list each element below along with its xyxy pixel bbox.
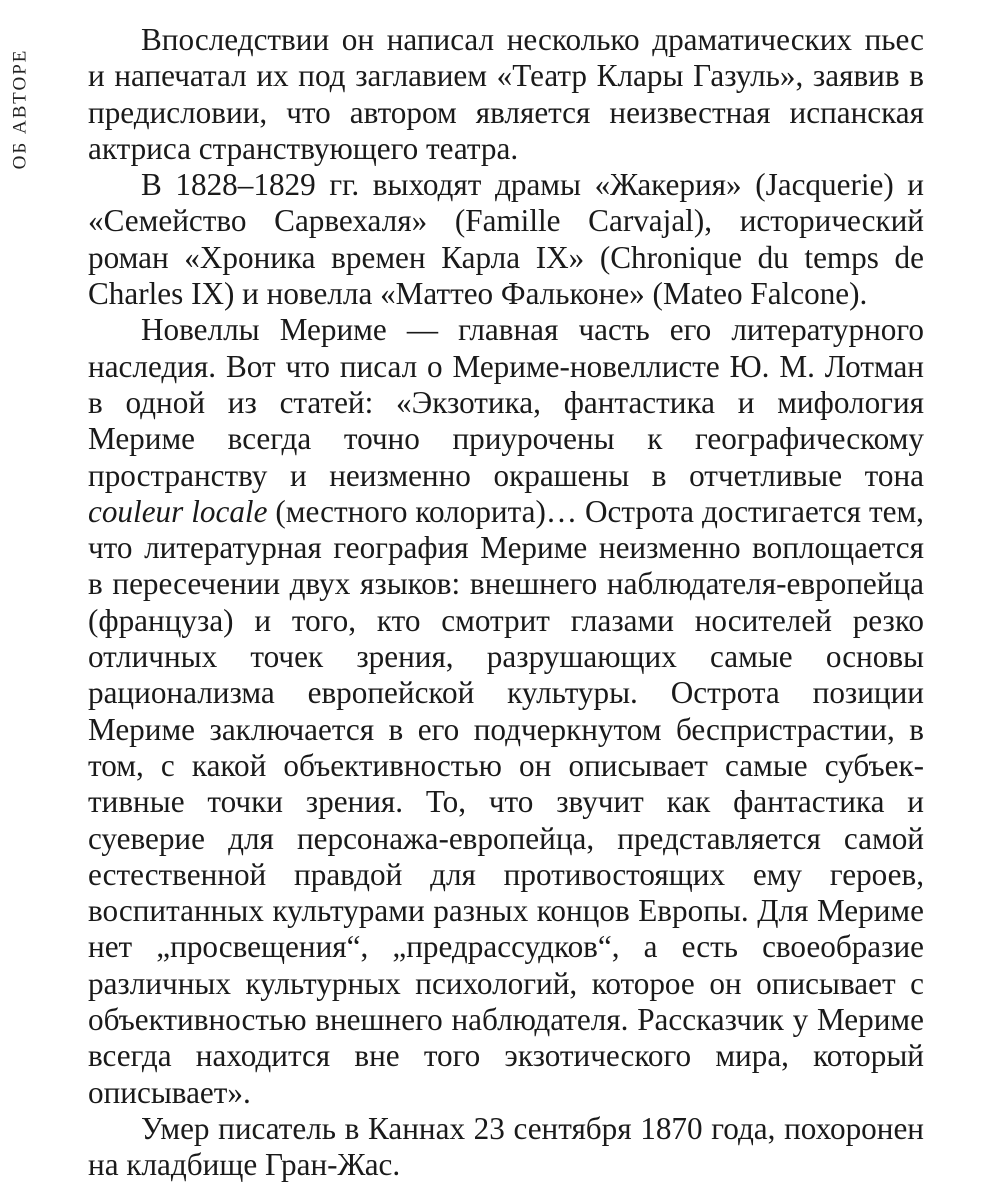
italic-term: couleur locale (88, 493, 268, 529)
paragraph-3 (88, 312, 924, 1111)
running-head (3, 24, 37, 194)
paragraph-2 (88, 167, 924, 312)
paragraph-text: Впоследствии он написал несколько драматических пьес и напечатал их под заглавием «Театр Клары Газуль», заявив в предисловии, что автором является неизвестная испанская актриса странствующего театра. (88, 22, 924, 166)
running-head-label: ОБ АВТОРЕ (9, 48, 30, 170)
body-text (88, 22, 924, 1184)
paragraph-text: В 1828–1829 гг. выходят драмы «Жакерия» (Jacquerie) и «Семейство Сарвехаля» (Famille Carvajal), исторический роман «Хроника времен Карла IX» (Chronique du temps de Charles IX) и новелла «Маттео Фальконе» (Mateo Falcone). (88, 167, 924, 312)
paragraph-text: Умер писатель в Каннах 23 сентября 1870 года, похоронен на кладбище Гран-Жас. (88, 1110, 924, 1183)
paragraph-text: Новеллы Мериме — главная часть его литературного наследия. Вот что писал о Мериме-новеллисте Ю. М. Лотман в одной из статей: «Экзотика, фантастика и мифология Мериме всегда точно приурочены к географическому пространству и неизменно окрашены в отчетливые тона (88, 312, 924, 493)
paragraph-text: (местного колорита)… Острота достигается тем, что литературная география Мериме неизменно воплощается в пересечении двух языков: внешнего наблюдателя-европейца (француза) и того, кто смотрит глазами носителей резко отличных точек зрения, разрушающих самые основы рационализма европейской культуры. Острота позиции Мериме заключается в его подчеркнутом беспристрастии, в том, с какой объективностью он описывает самые субъективные точки зрения. То, что звучит как фантастика и суеверие для персонажа-европейца, представляется самой естественной правдой для противостоящих ему героев, воспитанных культурами разных концов Европы. Для Мериме нет „просвещения“, „предрассудков“, а есть своеобразие различных культурных психологий, которое он описывает с объективностью внешнего наблюдателя. Рассказчик у Мериме всегда находится вне того экзотического мира, который описывает». (88, 493, 924, 1110)
paragraph-1 (88, 22, 924, 167)
paragraph-4 (88, 1111, 924, 1184)
